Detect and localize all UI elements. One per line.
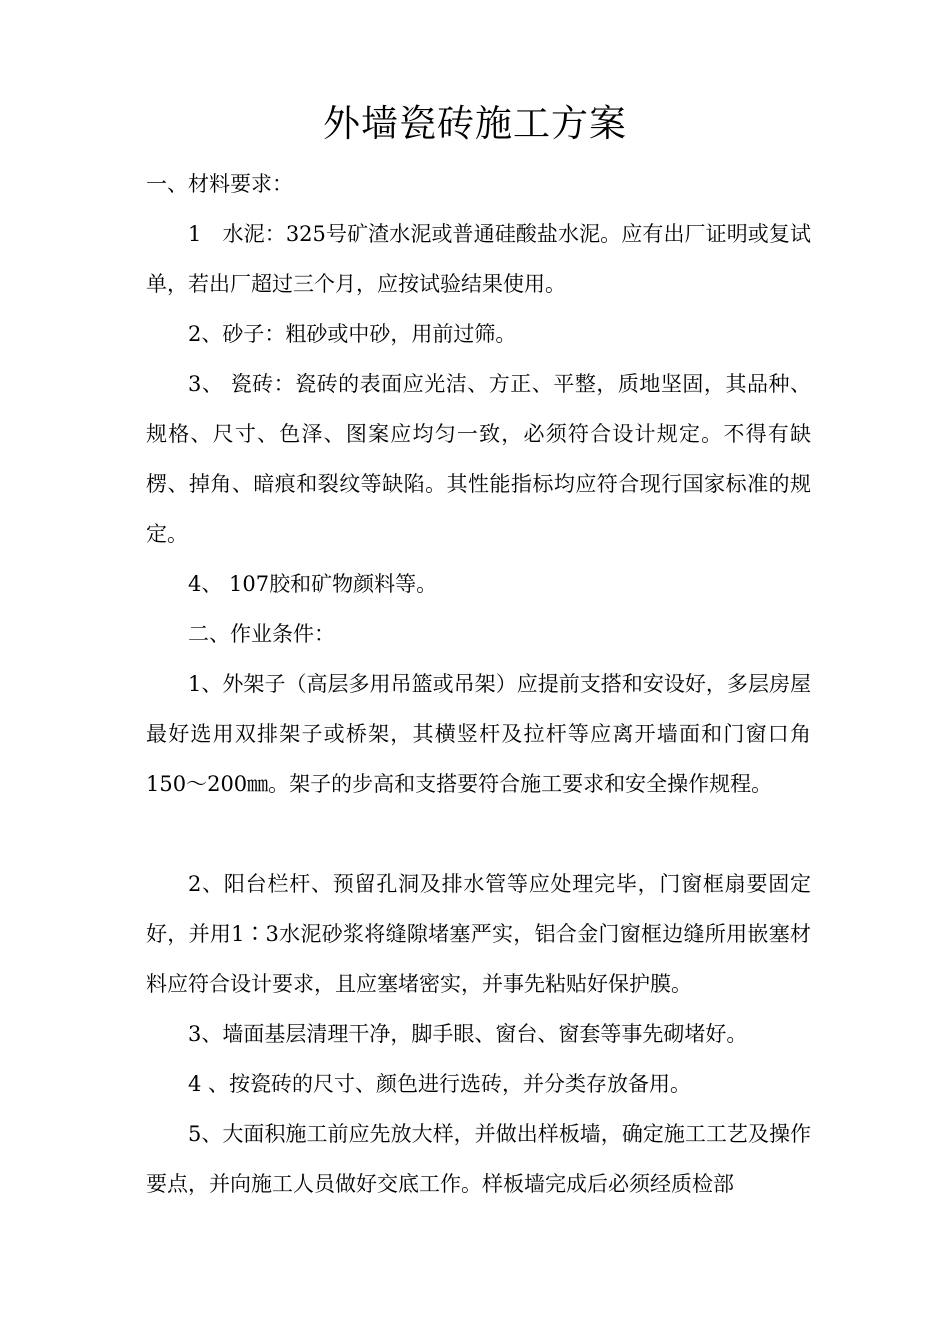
- paragraph-wall-base: 3、墙面基层清理干净，脚手眼、窗台、窗套等事先砌堵好。: [188, 1022, 748, 1046]
- paragraph-sand: 2、砂子：粗砂或中砂，用前过筛。: [188, 322, 517, 346]
- paragraph-sample-wall: 5、大面积施工前应先放大样，并做出样板墙，确定施工工艺及操作要点，并向施工人员做好交底工作。样板墙完成后必须经质检部: [146, 1122, 811, 1196]
- paragraph-glue: 4、 107胶和矿物颜料等。: [188, 572, 438, 596]
- paragraph-scaffold: 1、外架子（高层多用吊篮或吊架）应提前支搭和安设好，多层房屋最好选用双排架子或桥架，其横竖杆及拉杆等应离开墙面和门窗口角150～200㎜。架子的步高和支搭要符合施工要求和安全操作规程。: [146, 672, 811, 796]
- paragraph-tile-selection: 4 、按瓷砖的尺寸、颜色进行选砖，并分类存放备用。: [188, 1072, 692, 1096]
- section-heading-materials: 一、材料要求：: [146, 172, 293, 196]
- document-title: 外墙瓷砖施工方案: [323, 102, 627, 145]
- paragraph-railings: 2、阳台栏杆、预留孔洞及排水管等应处理完毕，门窗框扇要固定好，并用1∶3水泥砂浆将缝隙堵塞严实，铝合金门窗框边缝所用嵌塞材料应符合设计要求，且应塞堵密实，并事先粘贴好保护膜。: [146, 872, 811, 996]
- section-heading-conditions: 二、作业条件：: [188, 622, 335, 646]
- paragraph-cement: 1 水泥：325号矿渣水泥或普通硅酸盐水泥。应有出厂证明或复试单，若出厂超过三个月，应按试验结果使用。: [146, 222, 811, 296]
- paragraph-tiles: 3、 瓷砖：瓷砖的表面应光洁、方正、平整，质地坚固，其品种、规格、尺寸、色泽、图案应均匀一致，必须符合设计规定。不得有缺楞、掉角、暗痕和裂纹等缺陷。其性能指标均应符合现行国家标准的规定。: [146, 372, 811, 546]
